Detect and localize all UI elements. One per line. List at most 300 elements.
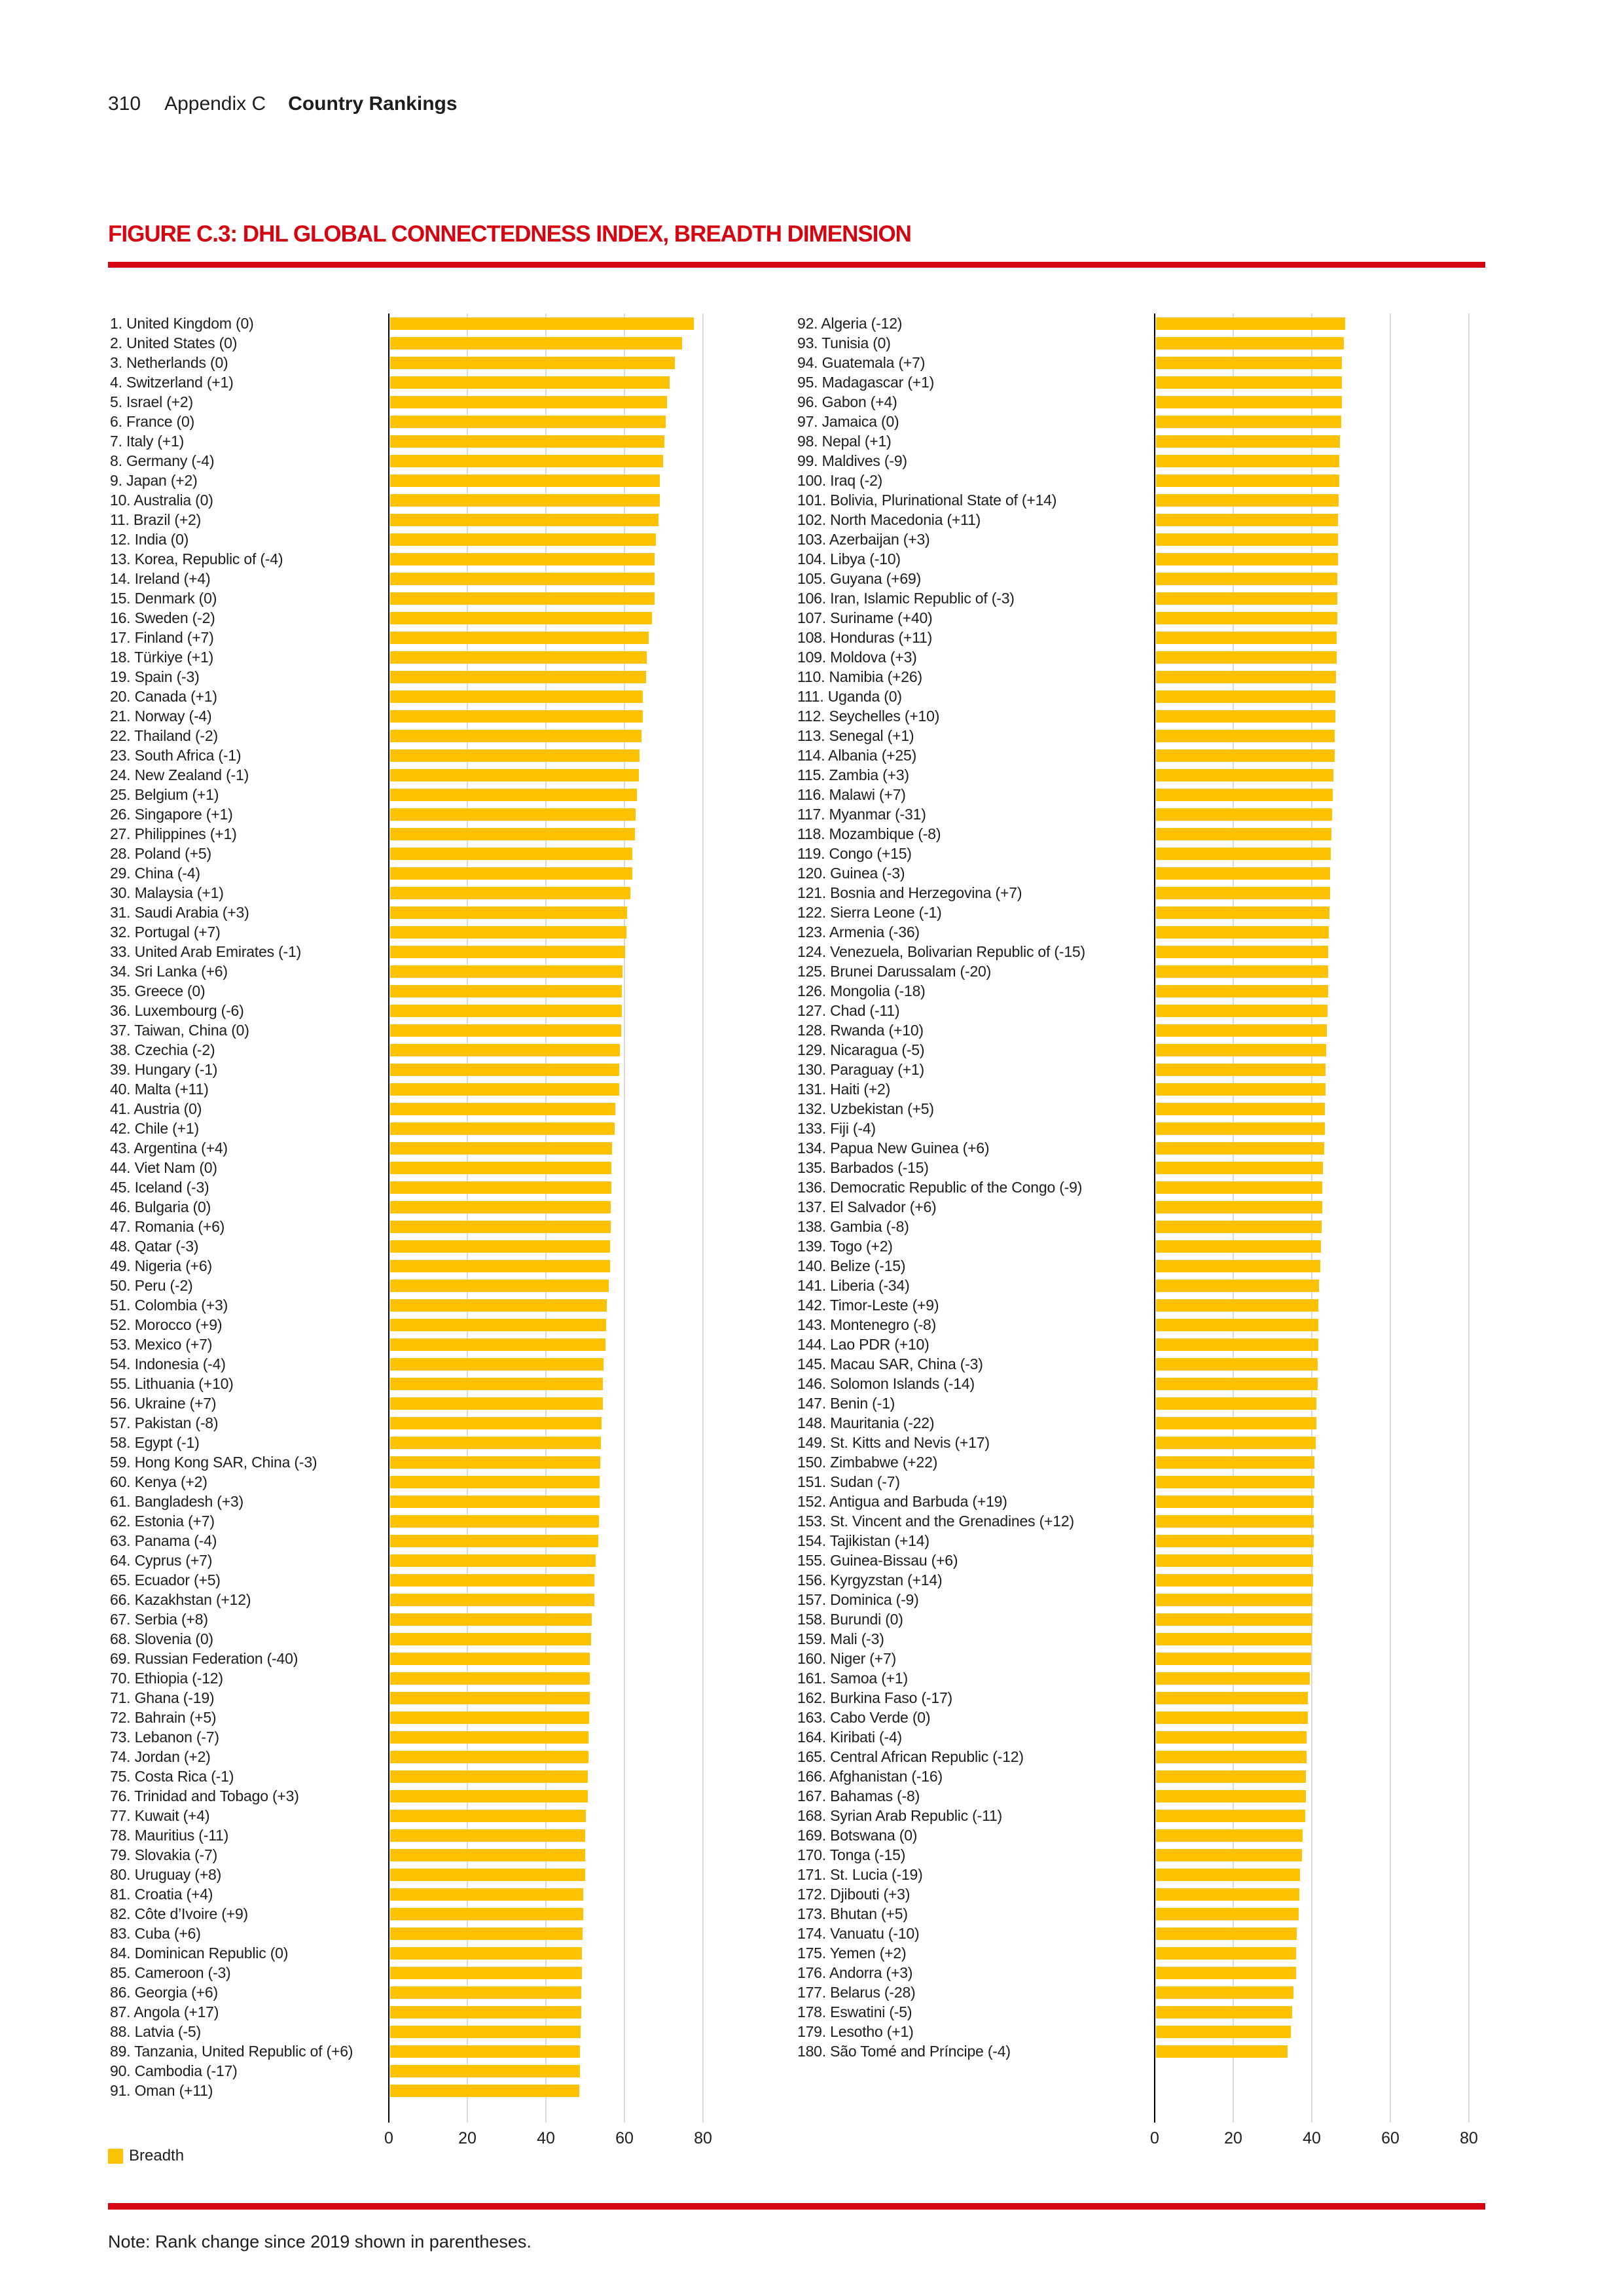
country-row (797, 1943, 1570, 1963)
country-row (797, 961, 1570, 981)
country-label: 138. Gambia (-8) (797, 1218, 909, 1235)
breadth-bar (1156, 1319, 1318, 1331)
breadth-bar (1156, 1162, 1323, 1174)
breadth-bar (1156, 1849, 1302, 1861)
breadth-bar (390, 1083, 619, 1096)
country-row (797, 844, 1570, 863)
country-label: 165. Central African Republic (-12) (797, 1748, 1024, 1765)
breadth-bar (390, 1338, 605, 1351)
country-label: 36. Luxembourg (-6) (110, 1002, 244, 1019)
breadth-bar (390, 1633, 591, 1645)
breadth-bar (390, 337, 682, 350)
country-row (110, 1413, 882, 1433)
country-label: 59. Hong Kong SAR, China (-3) (110, 1454, 317, 1471)
section-label: Country Rankings (288, 93, 458, 115)
country-label: 54. Indonesia (-4) (110, 1355, 226, 1372)
country-label: 9. Japan (+2) (110, 472, 198, 489)
country-label: 47. Romania (+6) (110, 1218, 225, 1235)
country-label: 127. Chad (-11) (797, 1002, 900, 1019)
breadth-bar (390, 1515, 599, 1528)
breadth-bar (1156, 926, 1329, 939)
country-label: 90. Cambodia (-17) (110, 2062, 238, 2079)
breadth-bar (1156, 1790, 1306, 1803)
country-row (797, 1767, 1570, 1786)
country-label: 167. Bahamas (-8) (797, 1787, 920, 1804)
country-row (797, 1236, 1570, 1256)
country-label: 106. Iran, Islamic Republic of (-3) (797, 590, 1015, 607)
country-row (110, 549, 882, 569)
country-label: 119. Congo (+15) (797, 845, 912, 862)
country-row (110, 1963, 882, 1982)
country-label: 156. Kyrgyzstan (+14) (797, 1571, 943, 1588)
country-row (110, 745, 882, 765)
country-label: 66. Kazakhstan (+12) (110, 1591, 251, 1608)
breadth-bar (1156, 1908, 1299, 1920)
country-row (797, 1040, 1570, 1060)
country-label: 166. Afghanistan (-16) (797, 1768, 943, 1785)
country-row (797, 706, 1570, 726)
country-label: 108. Honduras (+11) (797, 629, 933, 646)
country-label: 168. Syrian Arab Republic (-11) (797, 1807, 1002, 1824)
country-label: 49. Nigeria (+6) (110, 1257, 212, 1274)
axis-tick-label: 20 (1224, 2129, 1242, 2147)
country-label: 101. Bolivia, Plurinational State of (+14) (797, 492, 1057, 509)
country-label: 5. Israel (+2) (110, 393, 193, 410)
country-row (110, 372, 882, 392)
country-row (797, 1079, 1570, 1099)
country-row (110, 1786, 882, 1806)
breadth-bar (1156, 985, 1328, 997)
country-label: 82. Côte d’Ivoire (+9) (110, 1905, 249, 1922)
country-label: 71. Ghana (-19) (110, 1689, 215, 1706)
breadth-bar (390, 1770, 588, 1783)
country-row (110, 569, 882, 588)
country-label: 73. Lebanon (-7) (110, 1729, 219, 1746)
country-row (110, 1570, 882, 1590)
country-label: 60. Kenya (+2) (110, 1473, 208, 1490)
country-label: 62. Estonia (+7) (110, 1513, 215, 1530)
breadth-bar (1156, 1240, 1321, 1253)
country-label: 30. Malaysia (+1) (110, 884, 224, 901)
country-row (110, 903, 882, 922)
breadth-bar (1156, 1928, 1297, 1940)
country-label: 173. Bhutan (+5) (797, 1905, 908, 1922)
country-label: 180. São Tomé and Príncipe (-4) (797, 2043, 1011, 2060)
country-label: 140. Belize (-15) (797, 1257, 906, 1274)
country-label: 179. Lesotho (+1) (797, 2023, 914, 2040)
country-row (110, 1806, 882, 1825)
country-row (110, 353, 882, 372)
breadth-bar (1156, 1142, 1324, 1155)
breadth-bar (1156, 1751, 1307, 1763)
bottom-rule (108, 2203, 1485, 2210)
figure-title: FIGURE C.3: DHL GLOBAL CONNECTEDNESS INDEX, BREADTH DIMENSION (108, 221, 911, 247)
country-row (110, 961, 882, 981)
breadth-bar (390, 1319, 606, 1331)
country-row (110, 431, 882, 451)
country-row (110, 490, 882, 510)
country-label: 35. Greece (0) (110, 982, 206, 999)
axis-tick-label: 0 (384, 2129, 393, 2147)
breadth-bar (390, 906, 627, 919)
breadth-bar (390, 2045, 580, 2058)
country-label: 76. Trinidad and Tobago (+3) (110, 1787, 299, 1804)
country-row (110, 942, 882, 961)
breadth-bar (390, 1221, 611, 1233)
breadth-bar (1156, 1829, 1303, 1842)
legend-swatch (108, 2149, 123, 2164)
country-row (110, 1020, 882, 1040)
country-row (110, 687, 882, 706)
country-row (110, 2041, 882, 2061)
country-row (110, 1649, 882, 1668)
country-label: 176. Andorra (+3) (797, 1964, 913, 1981)
country-label: 48. Qatar (-3) (110, 1238, 199, 1255)
country-row (110, 1079, 882, 1099)
breadth-bar (390, 435, 664, 448)
country-row (797, 1609, 1570, 1629)
country-row (797, 333, 1570, 353)
breadth-bar (390, 769, 639, 781)
country-label: 114. Albania (+25) (797, 747, 917, 764)
country-row (797, 392, 1570, 412)
breadth-bar (1156, 1888, 1299, 1901)
country-row (797, 1256, 1570, 1276)
country-row (110, 824, 882, 844)
country-label: 93. Tunisia (0) (797, 334, 891, 351)
country-label: 81. Croatia (+4) (110, 1886, 213, 1903)
country-row (110, 647, 882, 667)
country-row (797, 628, 1570, 647)
country-row (797, 1413, 1570, 1433)
country-label: 94. Guatemala (+7) (797, 354, 926, 371)
country-row (110, 1158, 882, 1177)
country-label: 21. Norway (-4) (110, 708, 212, 725)
country-rows (797, 314, 1570, 2061)
country-label: 158. Burundi (0) (797, 1611, 903, 1628)
country-row (797, 1982, 1570, 2002)
breadth-bar (390, 2006, 581, 2018)
breadth-bar (1156, 357, 1342, 369)
breadth-bar (1156, 691, 1335, 703)
country-row (797, 647, 1570, 667)
country-row (110, 765, 882, 785)
country-row (110, 1924, 882, 1943)
country-row (797, 687, 1570, 706)
country-row (110, 1217, 882, 1236)
country-label: 175. Yemen (+2) (797, 1945, 907, 1962)
breadth-bar (390, 1417, 602, 1429)
country-label: 160. Niger (+7) (797, 1650, 897, 1667)
breadth-bar (1156, 887, 1330, 899)
country-label: 42. Chile (+1) (110, 1120, 199, 1137)
country-row (110, 2081, 882, 2100)
country-label: 87. Angola (+17) (110, 2003, 219, 2020)
country-label: 44. Viet Nam (0) (110, 1159, 217, 1176)
country-row (110, 1099, 882, 1119)
country-row (797, 431, 1570, 451)
country-row (797, 549, 1570, 569)
breadth-bar (390, 1967, 582, 1979)
breadth-bar (390, 1456, 600, 1469)
country-row (797, 1551, 1570, 1570)
breadth-bar (390, 1064, 619, 1076)
country-row (110, 510, 882, 529)
breadth-bar (1156, 416, 1341, 428)
country-label: 121. Bosnia and Herzegovina (+7) (797, 884, 1022, 901)
breadth-bar (1156, 573, 1337, 585)
country-row (797, 922, 1570, 942)
axis-tick-label: 60 (615, 2129, 634, 2147)
country-row (797, 1335, 1570, 1354)
country-label: 38. Czechia (-2) (110, 1041, 215, 1058)
breadth-bar (390, 848, 632, 860)
country-label: 53. Mexico (+7) (110, 1336, 213, 1353)
country-row (797, 353, 1570, 372)
country-label: 12. India (0) (110, 531, 189, 548)
breadth-bar (1156, 612, 1337, 624)
country-row (110, 883, 882, 903)
country-label: 178. Eswatini (-5) (797, 2003, 912, 2020)
country-label: 111. Uganda (0) (797, 688, 902, 705)
country-row (797, 471, 1570, 490)
country-label: 150. Zimbabwe (+22) (797, 1454, 938, 1471)
breadth-bar (390, 887, 630, 899)
country-label: 132. Uzbekistan (+5) (797, 1100, 934, 1117)
breadth-bar (390, 514, 659, 526)
breadth-bar (1156, 1456, 1314, 1469)
country-label: 146. Solomon Islands (-14) (797, 1375, 975, 1392)
country-label: 152. Antigua and Barbuda (+19) (797, 1493, 1007, 1510)
breadth-bar (390, 612, 652, 624)
country-row (797, 1963, 1570, 1982)
breadth-bar (1156, 553, 1338, 565)
country-label: 69. Russian Federation (-40) (110, 1650, 298, 1667)
breadth-bar (1156, 1476, 1314, 1488)
breadth-bar (1156, 1221, 1322, 1233)
breadth-bar (390, 1947, 582, 1960)
breadth-bar (1156, 1378, 1318, 1390)
breadth-bar (1156, 455, 1339, 467)
country-row (110, 2061, 882, 2081)
breadth-bar (390, 455, 663, 467)
breadth-bar (390, 1712, 589, 1724)
breadth-bar (390, 828, 635, 840)
breadth-bar (1156, 1044, 1326, 1056)
country-row (797, 765, 1570, 785)
country-label: 46. Bulgaria (0) (110, 1198, 211, 1215)
country-label: 61. Bangladesh (+3) (110, 1493, 244, 1510)
legend-label: Breadth (129, 2147, 185, 2164)
country-label: 40. Malta (+11) (110, 1081, 209, 1098)
country-label: 120. Guinea (-3) (797, 865, 905, 882)
breadth-bar (1156, 828, 1331, 840)
breadth-bar (1156, 808, 1332, 821)
country-row (110, 981, 882, 1001)
country-row (797, 1374, 1570, 1393)
country-row (797, 1060, 1570, 1079)
country-row (110, 844, 882, 863)
breadth-bar (1156, 1201, 1322, 1213)
breadth-bar (390, 2085, 579, 2097)
country-row (797, 2002, 1570, 2022)
breadth-bar (390, 2026, 581, 2038)
country-label: 10. Australia (0) (110, 492, 213, 509)
country-label: 153. St. Vincent and the Grenadines (+12) (797, 1513, 1074, 1530)
breadth-bar (390, 946, 625, 958)
country-label: 149. St. Kitts and Nevis (+17) (797, 1434, 990, 1451)
breadth-bar (1156, 1417, 1316, 1429)
breadth-bar (390, 1986, 581, 1999)
country-label: 11. Brazil (+2) (110, 511, 202, 528)
country-row (110, 1197, 882, 1217)
breadth-bar (390, 1653, 590, 1665)
country-row (797, 569, 1570, 588)
breadth-bar (390, 1201, 611, 1213)
breadth-bar (1156, 1947, 1296, 1960)
country-label: 75. Costa Rica (-1) (110, 1768, 234, 1785)
axis-tick-label: 0 (1150, 2129, 1159, 2147)
country-row (110, 451, 882, 471)
title-rule (108, 262, 1485, 268)
country-row (110, 1060, 882, 1079)
country-label: 144. Lao PDR (+10) (797, 1336, 929, 1353)
country-row (110, 1492, 882, 1511)
country-label: 124. Venezuela, Bolivarian Republic of (-15) (797, 943, 1085, 960)
country-row (797, 451, 1570, 471)
country-row (110, 1374, 882, 1393)
country-row (797, 1020, 1570, 1040)
country-label: 19. Spain (-3) (110, 668, 200, 685)
breadth-bar (390, 1496, 600, 1508)
country-label: 133. Fiji (-4) (797, 1120, 876, 1137)
country-row (110, 706, 882, 726)
country-label: 102. North Macedonia (+11) (797, 511, 981, 528)
country-row (797, 1393, 1570, 1413)
country-row (797, 1099, 1570, 1119)
country-row (110, 785, 882, 804)
country-label: 67. Serbia (+8) (110, 1611, 208, 1628)
country-label: 126. Mongolia (-18) (797, 982, 926, 999)
country-row (110, 314, 882, 333)
breadth-bar (390, 376, 670, 389)
country-label: 109. Moldova (+3) (797, 649, 917, 666)
breadth-chart-left (110, 314, 882, 2185)
country-row (110, 471, 882, 490)
breadth-bar (390, 710, 643, 723)
country-label: 110. Namibia (+26) (797, 668, 922, 685)
country-row (797, 2022, 1570, 2041)
country-label: 170. Tonga (-15) (797, 1846, 906, 1863)
country-row (797, 1865, 1570, 1884)
breadth-bar (1156, 710, 1335, 723)
breadth-bar (390, 1810, 586, 1822)
breadth-bar (1156, 1260, 1320, 1272)
country-row (797, 1904, 1570, 1924)
country-label: 100. Iraq (-2) (797, 472, 883, 489)
country-row (110, 1845, 882, 1865)
country-row (110, 1236, 882, 1256)
country-row (797, 1629, 1570, 1649)
breadth-bar (390, 1240, 610, 1253)
country-row (110, 726, 882, 745)
country-label: 50. Peru (-2) (110, 1277, 193, 1294)
country-row (797, 1531, 1570, 1551)
breadth-bar (1156, 671, 1336, 683)
country-row (797, 1884, 1570, 1904)
country-row (110, 1767, 882, 1786)
breadth-bar (390, 1397, 603, 1410)
country-label: 88. Latvia (-5) (110, 2023, 201, 2040)
breadth-bar (1156, 1181, 1322, 1194)
breadth-bar (390, 1260, 610, 1272)
country-label: 55. Lithuania (+10) (110, 1375, 234, 1392)
breadth-bar (390, 1928, 583, 1940)
breadth-bar (1156, 533, 1338, 546)
country-label: 83. Cuba (+6) (110, 1925, 201, 1942)
breadth-bar (390, 1574, 594, 1587)
country-row (797, 1295, 1570, 1315)
country-row (110, 1688, 882, 1708)
breadth-chart-right (797, 314, 1570, 2185)
country-row (797, 1492, 1570, 1511)
country-row (110, 1452, 882, 1472)
breadth-bar (390, 357, 675, 369)
breadth-bar (1156, 317, 1345, 330)
country-label: 147. Benin (-1) (797, 1395, 895, 1412)
country-label: 169. Botswana (0) (797, 1827, 918, 1844)
country-row (797, 1217, 1570, 1236)
country-row (797, 1727, 1570, 1747)
breadth-bar (390, 533, 656, 546)
country-row (110, 1472, 882, 1492)
country-label: 97. Jamaica (0) (797, 413, 899, 430)
breadth-bar (390, 1613, 592, 1626)
breadth-bar (1156, 2026, 1291, 2038)
country-row (110, 804, 882, 824)
appendix-label: Appendix C (164, 93, 266, 115)
country-label: 31. Saudi Arabia (+3) (110, 904, 249, 921)
breadth-bar (1156, 475, 1339, 487)
country-row (110, 1315, 882, 1335)
country-row (797, 510, 1570, 529)
country-row (797, 785, 1570, 804)
country-label: 116. Malawi (+7) (797, 786, 906, 803)
breadth-bar (390, 691, 643, 703)
breadth-bar (1156, 1535, 1314, 1547)
country-label: 64. Cyprus (+7) (110, 1552, 213, 1569)
country-label: 131. Haiti (+2) (797, 1081, 891, 1098)
country-label: 13. Korea, Republic of (-4) (110, 550, 283, 567)
breadth-bar (1156, 1613, 1312, 1626)
breadth-bar (390, 1849, 585, 1861)
breadth-bar (1156, 592, 1337, 605)
country-row (110, 1668, 882, 1688)
country-row (110, 1982, 882, 2002)
country-row (110, 1433, 882, 1452)
page-number: 310 (108, 93, 141, 115)
country-label: 118. Mozambique (-8) (797, 825, 941, 842)
legend (108, 2147, 184, 2165)
country-row (110, 1551, 882, 1570)
breadth-bar (1156, 1810, 1305, 1822)
country-row (797, 1472, 1570, 1492)
breadth-bar (1156, 1770, 1306, 1783)
country-label: 41. Austria (0) (110, 1100, 202, 1117)
country-label: 63. Panama (-4) (110, 1532, 217, 1549)
country-row (110, 628, 882, 647)
country-label: 105. Guyana (+69) (797, 570, 922, 587)
